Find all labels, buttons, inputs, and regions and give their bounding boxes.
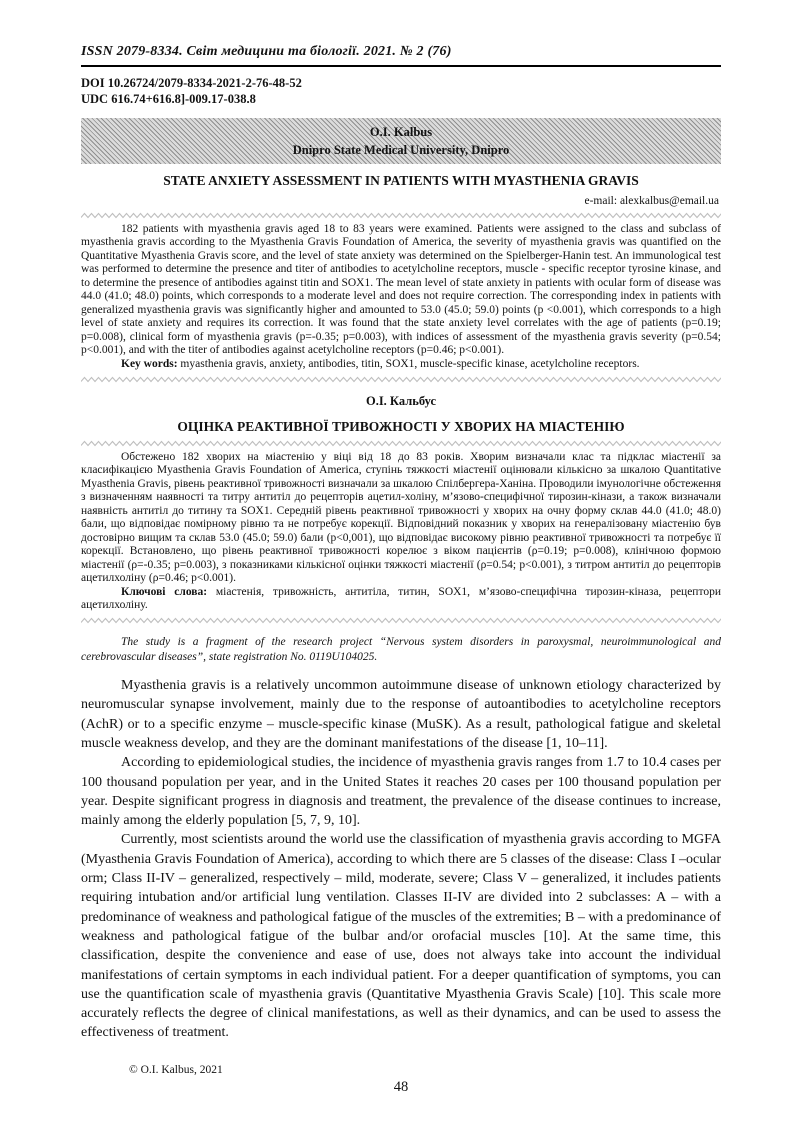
author-name: O.I. Kalbus <box>369 124 433 139</box>
zigzag-separator <box>81 376 721 383</box>
keywords-uk <box>81 586 721 613</box>
journal-header-line: ISSN 2079-8334. Світ медицини та біології. 2021. № 2 (76) <box>81 44 721 67</box>
keywords-uk-label: Ключові слова: <box>121 585 208 598</box>
zigzag-separator <box>81 617 721 624</box>
body-paragraph: Myasthenia gravis is a relatively uncommon autoimmune disease of unknown etiology characterized by neuromuscular synapse involvement, mainly due to the response of autoantibodies to acetylcholine receptors (AchR) or to a specific enzyme – muscle-specific kinase (MuSK). As a result, pathological fatigue and skeletal muscle weakness develop, and they are the dominant manifestations of the disease [1, 10–11]. <box>81 678 721 751</box>
udc-line: UDC 616.74+616.8]-009.17-038.8 <box>81 91 256 106</box>
page-number: 48 <box>393 1078 409 1095</box>
keywords-en-text: myasthenia gravis, anxiety, antibodies, titin, SOX1, muscle-specific kinase, acetylcholine receptors. <box>177 357 640 370</box>
abstract-uk: Обстежено 182 хворих на міастенію у віці від 18 до 83 років. Хворим визначали клас та підклас міастенії за класифікацією Myasthenia Gravis Foundation of America, ступінь тяжкості міастенії оцінювали кількісно за шкалою Quantitative Myasthenia Gravis, рівень реактивної тривожності визначали за шкалою Спілбергера-Ханіна. Проводили імунологічне обстеження з визначенням наявності та титру антитіл до рецепторів ацетил-холіну, м’язово-специфічної тирозин-кінази, а також визначали наявність антитіл до титину та SOX1. Середній рівень реактивної тривожності у хворих на очну форму склав 44.0 (41.0; 48.0) бали, що відповідає помірному рівню та не потребує корекції. Відповідний показник у хворих на генералізовану міастенію був достовірно вищим та склав 53.0 (45.0; 59.0) бали (p<0,001), що відповідає високому рівню реактивної тривожності та потребує її корекції. Встановлено, що рівень реактивної тривожності корелює з віком пацієнтів (ρ=0.19; p=0.008), клінічною формою міастенії (ρ=-0.35; p=0.003), з показниками кількісної оцінки тяжкості міастенії (ρ=0.54; p<0.001), з титром антитіл до рецепторів ацетилхоліну (ρ=0.46; p<0.001). <box>81 450 722 585</box>
author-affiliation: Dnipro State Medical University, Dnipro <box>292 142 510 157</box>
article-title-en: STATE ANXIETY ASSESSMENT IN PATIENTS WITH MYASTHENIA GRAVIS <box>163 173 639 188</box>
abstract-en: 182 patients with myasthenia gravis aged 18 to 83 years were examined. Patients were assigned to the class and subclass of myasthenia gravis according to the Myasthenia Gravis Foundation of America, the severity of myasthenia gravis was quantified on the Quantitative Myasthenia Gravis score, and the level of state anxiety was determined on the Spielberger-Hanin test. An immunological test was performed to determine the presence and titer of antibodies to acetylcholine receptors, muscle - specific receptor tyrosine kinase, and to determine the presence of antibodies against titin and SOX1. The mean level of state anxiety in patients with ocular form of disease was 44.0 (41.0; 48.0) points, which corresponds to a moderate level and does not require correction. The corresponding index in patients with generalized myasthenia gravis was significantly higher and amounted to 53.0 (45.0; 59.0) points (p <0.001), which corresponds to a high level of state anxiety and requires its correction. It was found that the state anxiety level correlates with the age of patients (p=0.19; p=0.008), clinical form of myasthenia gravis (p=-0.35; p=0.003), with indices of assessment of the myasthenia gravis severity (p=0.54; p<0.001), and with the titer of antibodies against acetylcholine receptors (p=0.46; p<0.001). <box>81 223 721 357</box>
author-affiliation-block <box>81 118 721 164</box>
article-body <box>81 676 721 1043</box>
body-paragraph: Currently, most scientists around the world use the classification of myasthenia gravis according to MGFA (Myasthenia Gravis Foundation of America), according to which there are 5 classes of the disease: Class I –ocular orm; Class II-IV – generalized, respectively – mild, moderate, severe; Class V – generalized, it includes patients requiring intubation and/or artificial lung ventilation. Classes II-IV are divided into 2 subclasses: A – with a predominance of weakness and pathological fatigue of the muscles of the extremities; B – with a predominance of weakness and pathological fatigue of the bulbar and/or orofacial muscles [10]. At the same time, this classification, despite the convenience and ease of use, does not always take into account the individual manifestations of certain symptoms in each individual patient. For a deeper quantification of symptoms, you can use the quantification scale of myasthenia gravis (Quantitative Myasthenia Gravis Scale) [10]. This scale more accurately reflects the degree of clinical manifestations, as well as their dynamics, and can be used to assess the effectiveness of treatment. <box>81 832 721 1041</box>
article-title-uk: ОЦІНКА РЕАКТИВНОЇ ТРИВОЖНОСТІ У ХВОРИХ НА МІАСТЕНІЮ <box>177 418 625 434</box>
copyright-line: © O.I. Kalbus, 2021 <box>129 1063 223 1076</box>
zigzag-separator <box>81 212 721 219</box>
doi-line: DOI 10.26724/2079-8334-2021-2-76-48-52 <box>81 76 302 90</box>
keywords-en <box>81 358 721 371</box>
research-project-note: The study is a fragment of the research project “Nervous system disorders in paroxysmal, neuroimmunological and cerebrovascular diseases”, state registration No. 0119U104025. <box>81 636 721 664</box>
zigzag-separator <box>81 440 721 447</box>
keywords-uk-text: міастенія, тривожність, антитіла, титин, SOX1, м’язово-специфічна тирозин-кіназа, рецептори ацетилхоліну. <box>81 585 721 611</box>
email-line: e-mail: alexkalbus@email.ua <box>584 195 719 207</box>
author-name-uk: О.І. Кальбус <box>365 393 437 408</box>
keywords-en-label: Key words: <box>121 357 178 370</box>
body-paragraph: According to epidemiological studies, the incidence of myasthenia gravis ranges from 1.7 to 10.4 cases per 100 thousand population per year, and in the United States it reaches 20 cases per 100 thousand population per year. Despite significant progress in diagnosis and treatment, the prevalence of the disease continues to increase, mainly among the elderly population [5, 7, 9, 10]. <box>81 755 721 829</box>
